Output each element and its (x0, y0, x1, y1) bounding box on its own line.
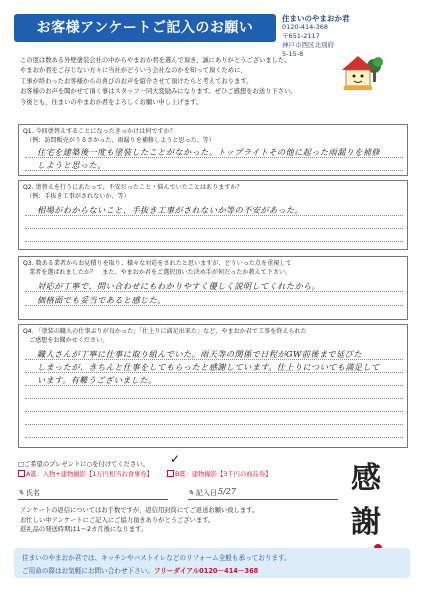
question-text: Q2. 塗替えを行うにあたって、不安だったこと・悩んでいたことはありますか？ (23, 184, 243, 191)
gratitude-calligraphy (346, 452, 386, 562)
answer-1-line-2: しようと思った。 (37, 160, 106, 170)
bottom-line-1: 住まいのやまおか君では、キッチンやバストイレなどのリフォーム全般も承っております。 (22, 554, 291, 562)
footer-note (20, 506, 320, 535)
question-example: ご感想をお聞かせください。 (23, 337, 109, 344)
company-postal: 〒651-2117 (282, 32, 320, 40)
question-example: （例：手抜き工事がされないか、等） (23, 193, 130, 200)
company-name: 住まいのやまおか君 (282, 14, 350, 23)
answer-4-line-1: 職人さんが丁寧に仕事に取り組んでいた。雨天等の関係で日程がGW前後まで延びた (37, 349, 362, 359)
intro-line: 今後とも、住まいのやまおか君をよろしくお願い申し上げます。 (20, 98, 203, 106)
answer-4-line-3: います。有難うございました。 (37, 375, 157, 385)
date-value: 5/27 (218, 487, 236, 496)
page-title: お客様アンケートご記入のお願い (36, 20, 254, 36)
question-example: （例：訪問販売がうるさかった、雨漏りを補修しようと思った、等） (23, 137, 215, 144)
answer-line (25, 228, 403, 229)
present-options (18, 470, 338, 480)
answer-line (25, 437, 403, 438)
question-text: Q4. 「塗装の職人の仕事ぶりが良かった」「仕上りに満足出来た」など、やまおか君で工事を終えられた (23, 328, 307, 335)
pen-icon: ✎ (18, 489, 24, 497)
bottom-info-bar (14, 548, 410, 578)
name-label: 氏名 (25, 489, 40, 497)
company-address-2: 5-15-8 (282, 50, 304, 58)
company-phone: 0120-414-368 (282, 23, 329, 31)
intro-line: この度は数ある外壁塗装会社の中からやまおか君を選んで頂き、誠にありがとうございました。 (20, 57, 291, 64)
question-text: Q3. 数ある業者からお見積りを取り、様々な対応をされたと思いますが、どういった点を重視して (23, 260, 292, 267)
question-2-box (18, 180, 408, 250)
present-option-a[interactable]: A賞：人物+建物撮影【1万円相当お食事券】 (18, 471, 153, 478)
bottom-line-2: ご用命の際はお気軽にお問い合わせ下さい。フリーダイアル0120－414－368 (22, 567, 259, 575)
present-question: □ご希望のプレゼントに○を付けてください。 (18, 461, 149, 468)
signature-row (18, 486, 338, 502)
freedial-number[interactable]: フリーダイアル0120－414－368 (153, 567, 259, 575)
answer-4-line-2: しまったが、きちんと仕事をしてもらったと感謝しています。仕上りについても満足して (37, 362, 380, 372)
date-label: 記入日 (195, 489, 217, 497)
question-1-label (23, 127, 405, 145)
name-field[interactable] (18, 486, 168, 500)
question-2-label (23, 183, 405, 201)
gratitude-char-1: 感 (351, 461, 381, 496)
question-3-box (18, 256, 408, 320)
gratitude-char-2: 謝 (351, 505, 381, 540)
question-text: Q1. 今回塗替えすることになったきっかけは何ですか？ (23, 128, 176, 135)
footer-line: アンケートの返信についてはお手数ですが、返信用封筒にてご返送お願い致します。 (20, 507, 259, 514)
question-1-box (18, 124, 408, 176)
answer-line (25, 241, 403, 242)
mascot-house-icon (336, 48, 384, 96)
answer-1-line-1: 住宅を建築後一度も塗装したことがなかった。トップライトその他に起った雨漏りを補修 (37, 147, 381, 157)
date-field[interactable] (188, 486, 338, 500)
intro-line: やまおか君をご存じない方々に当社がどういう会社なのかを知って頂くために、 (20, 67, 247, 75)
question-example: 業者を選ばれましたか？ また、やまおか君をご選択頂いた決め手が何だったか教えて下さい。 (23, 269, 292, 276)
answer-3-line-1: 対応が丁寧で、問い合わせにもわかりやすく優しく説明してくれたから。 (37, 281, 321, 291)
intro-line: 工事が終わったお客様からの喜びのお声を紹介させて頂けたらと考えております。 (20, 77, 253, 85)
answer-line (25, 398, 403, 399)
answer-line (25, 411, 403, 412)
check-mark: ✓ (170, 452, 181, 466)
pen-icon: ✎ (188, 489, 194, 497)
answer-3-line-2: 価格面でも妥当であると感じた。 (37, 295, 166, 305)
question-4-box (18, 324, 408, 448)
company-address-1: 神戸市西区北別府 (282, 41, 334, 49)
footer-line: お忙しい中アンケートにご記入にご協力頂きありがとうございます。 (20, 516, 215, 524)
present-option-b[interactable]: B賞：建物撮影【3千円の商品券】 (167, 471, 271, 478)
question-3-label (23, 259, 405, 277)
answer-line (25, 424, 403, 425)
footer-line: 返礼品の発送時期は1〜2カ月後になります。 (20, 526, 148, 534)
answer-2-line-1: 相場がわからないこと、手抜き工事がされないか等の不安があった。 (37, 205, 304, 215)
intro-line: お客様のお声を聞かせて頂く事はスタッフ一同大変励みになります。ぜひご感想をお送り下さい。 (20, 88, 297, 96)
question-4-label (23, 327, 405, 345)
intro-text (20, 56, 336, 108)
